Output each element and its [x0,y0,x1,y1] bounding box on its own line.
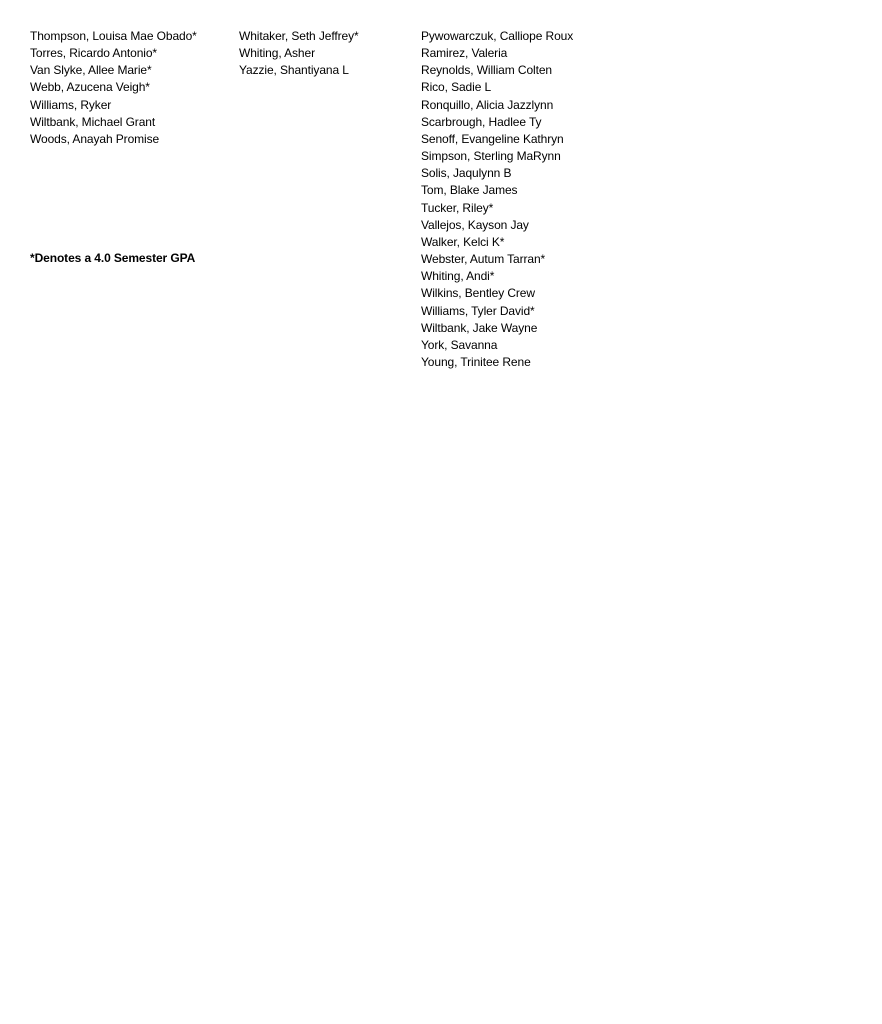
gpa-footnote: *Denotes a 4.0 Semester GPA [30,251,196,265]
honor-roll-name: Wiltbank, Jake Wayne [421,320,538,335]
honor-roll-name: Ronquillo, Alicia Jazzlynn [421,97,554,112]
honor-roll-name: Williams, Tyler David* [421,303,535,318]
honor-roll-name: Ramirez, Valeria [421,46,508,61]
honor-roll-name: Simpson, Sterling MaRynn [421,149,561,164]
honor-roll-name: Woods, Anayah Promise [30,131,160,146]
name-column-3 [421,28,573,371]
honor-roll-name: Senoff, Evangeline Kathryn [421,131,564,146]
honor-roll-name: Pywowarczuk, Calliope Roux [421,29,574,43]
honor-roll-name: Vallejos, Kayson Jay [421,217,529,232]
honor-roll-name: Whitaker, Seth Jeffrey* [239,29,359,43]
name-column-2 [239,28,359,79]
honor-roll-name: Wilkins, Bentley Crew [421,286,535,301]
honor-roll-name: Whiting, Asher [239,46,315,61]
honor-roll-name: Thompson, Louisa Mae Obado* [30,29,197,43]
honor-roll-name: Whiting, Andi* [421,269,495,284]
name-column-1 [30,28,197,148]
honor-roll-name: Walker, Kelci K* [421,234,505,249]
honor-roll-name: Reynolds, William Colten [421,63,552,78]
honor-roll-name: Rico, Sadie L [421,80,492,95]
honor-roll-name: Young, Trinitee Rene [421,354,531,369]
honor-roll-name: Webster, Autum Tarran* [421,252,546,267]
honor-roll-name: Yazzie, Shantiyana L [239,63,349,78]
honor-roll-name: Tucker, Riley* [421,200,494,215]
honor-roll-name: Williams, Ryker [30,97,112,112]
honor-roll-name: Van Slyke, Allee Marie* [30,63,152,78]
honor-roll-name: Webb, Azucena Veigh* [30,80,150,95]
honor-roll-name: Torres, Ricardo Antonio* [30,46,157,61]
honor-roll-name: Wiltbank, Michael Grant [30,114,156,129]
honor-roll-name: Scarbrough, Hadlee Ty [421,114,542,129]
honor-roll-name: Tom, Blake James [421,183,518,198]
honor-roll-name: Solis, Jaqulynn B [421,166,512,181]
honor-roll-name: York, Savanna [421,337,498,352]
